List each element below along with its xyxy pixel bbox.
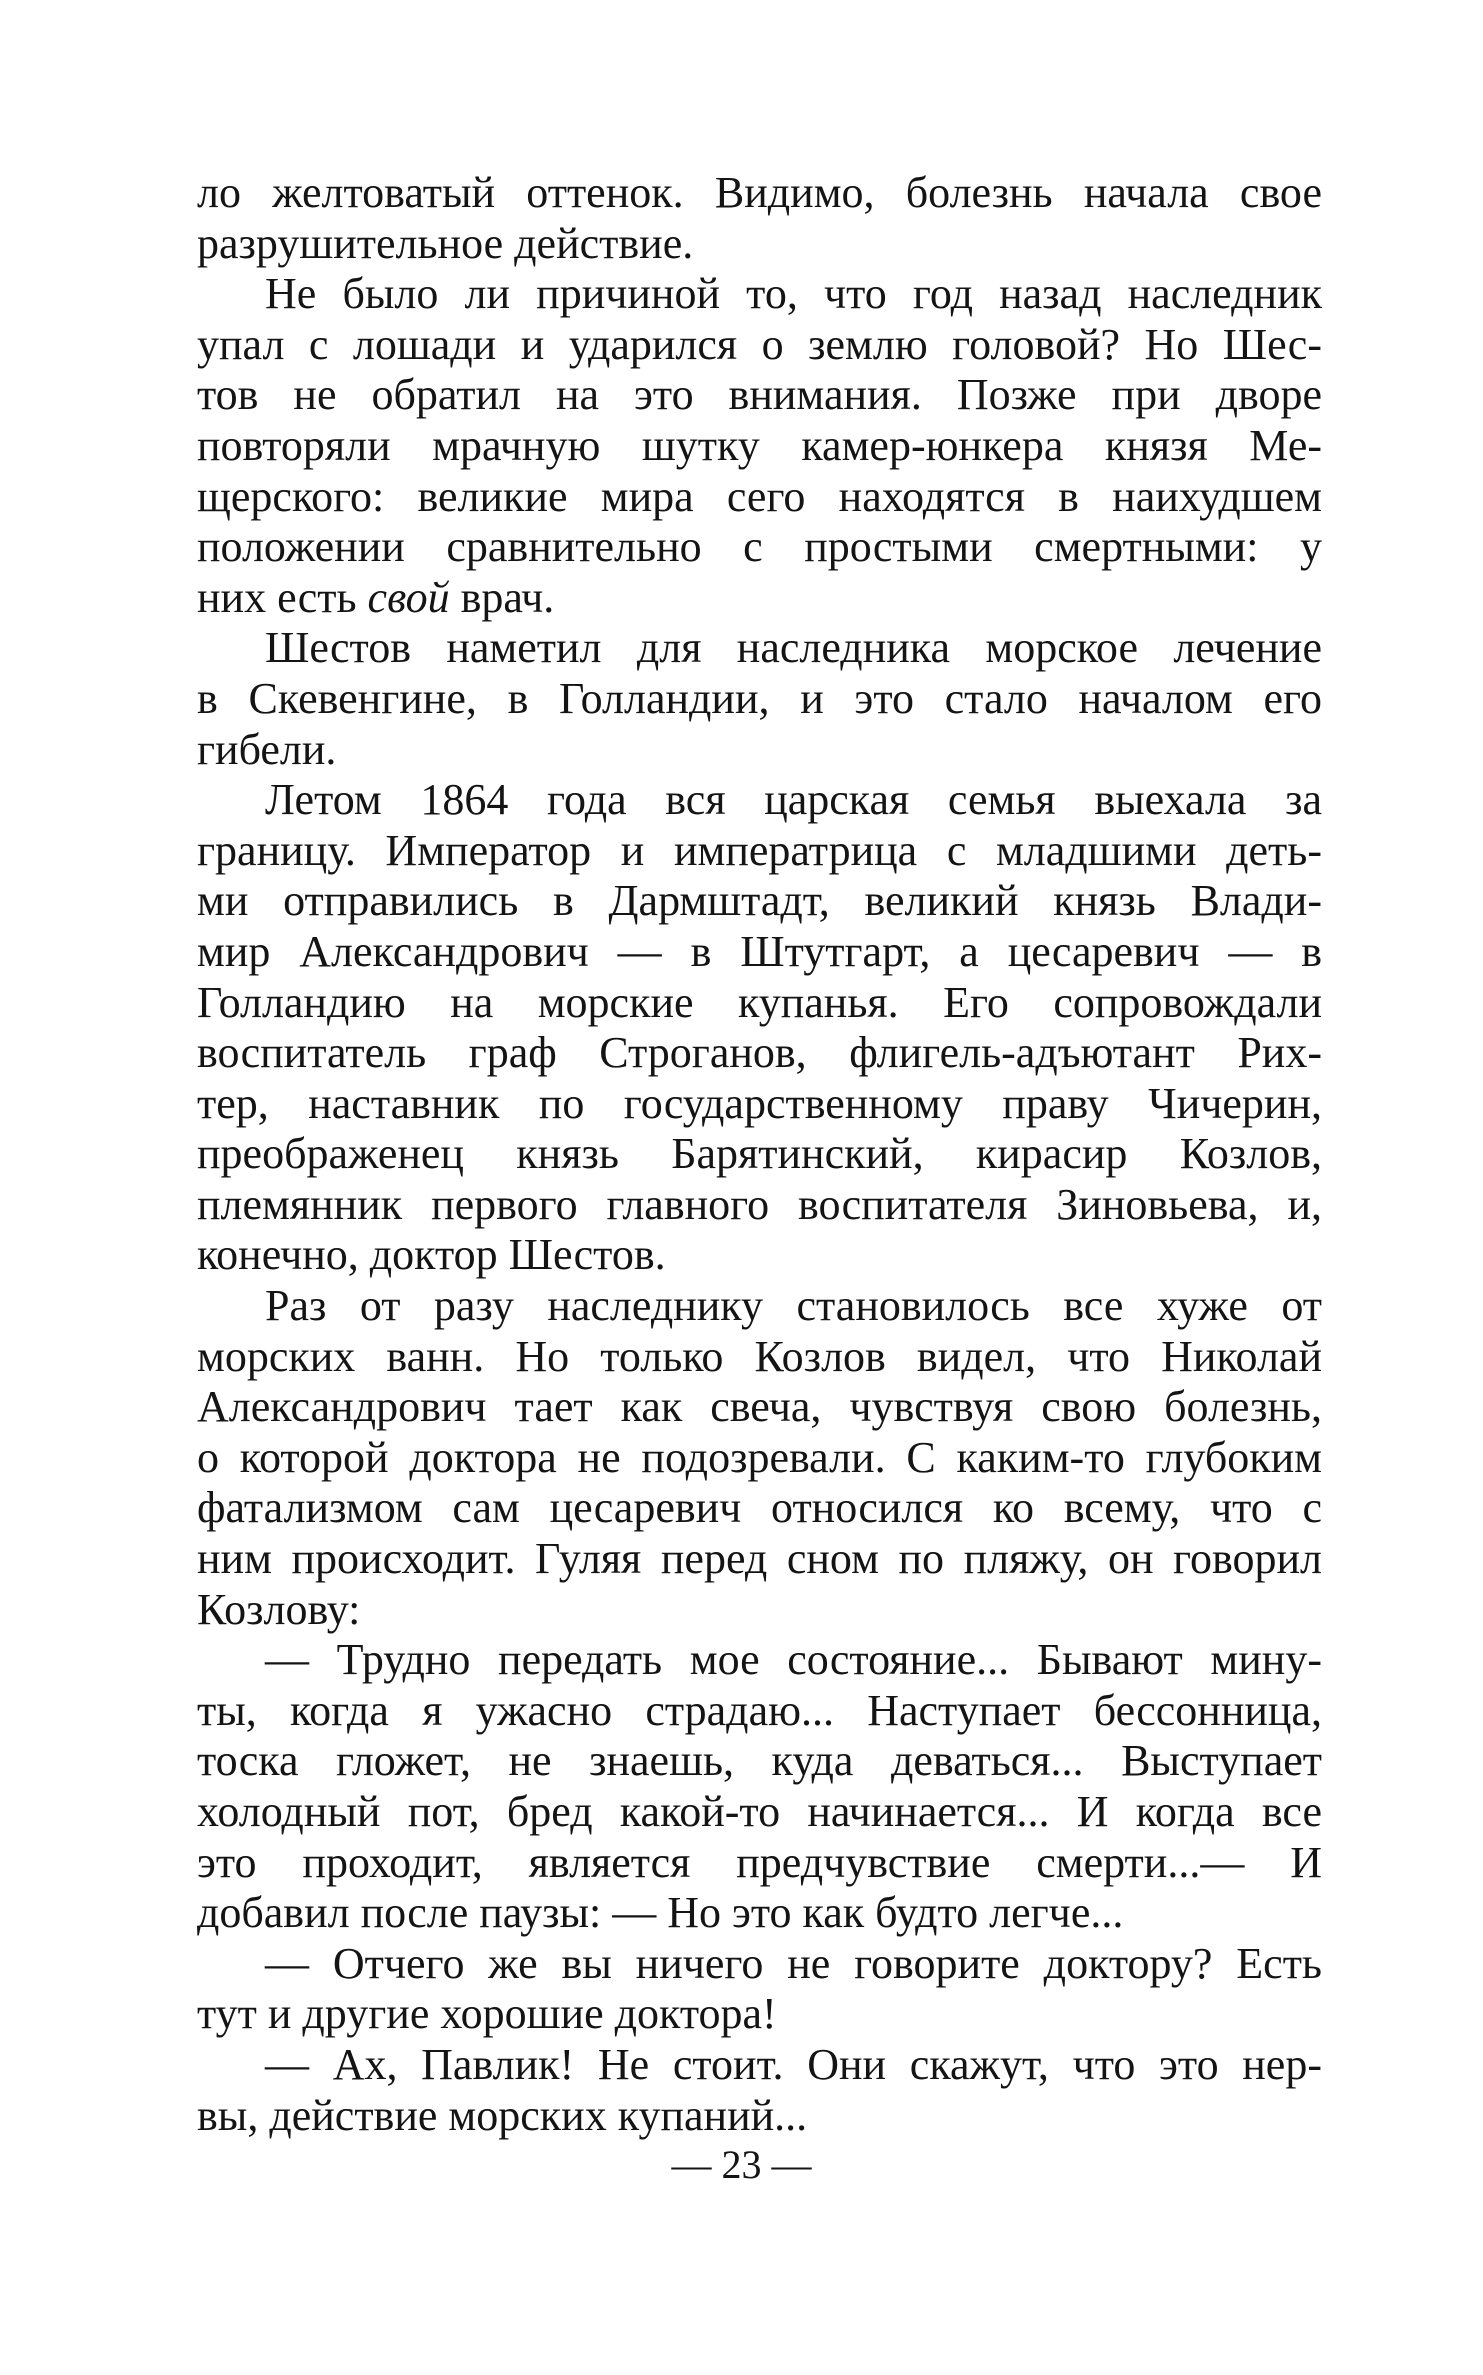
text-line: гибели. [197, 724, 337, 774]
text-line: ми отправились в Дармштадт, великий князь Влади- [197, 876, 1322, 926]
text-line: щерского: великие мира сего находятся в наихудшем [197, 471, 1322, 521]
text-line: упал с лошади и ударился о землю головой? Но Шес- [197, 319, 1322, 369]
text-line: — Трудно передать мое состояние... Бывают мину- [265, 1635, 1322, 1685]
text-line: тер, наставник по государственному праву Чичерин, [197, 1078, 1322, 1128]
text-line: конечно, доктор Шестов. [197, 1230, 666, 1280]
text-line: — Отчего же вы ничего не говорите доктору? Есть [265, 1938, 1322, 1988]
text-line: Раз от разу наследнику становилось все хуже от [265, 1281, 1322, 1331]
text-line: Козлову: [197, 1584, 361, 1634]
text-line: это проходит, является предчувствие смерти...— И [197, 1837, 1322, 1887]
text-line: Голландию на морские купанья. Его сопровождали [197, 977, 1322, 1027]
text-line: морских ванн. Но только Козлов видел, что Николай [197, 1331, 1322, 1381]
text-line: о которой доктора не подозревали. С каким-то глубоким [197, 1432, 1322, 1482]
text-line: повторяли мрачную шутку камер-юнкера князя Ме- [197, 420, 1322, 470]
text-line: положении сравнительно с простыми смертными: у [197, 522, 1322, 572]
text-line: разрушительное действие. [197, 218, 694, 268]
text-line: ты, когда я ужасно страдаю... Наступает бессонница, [197, 1685, 1322, 1735]
text-line: преображенец князь Барятинский, кирасир Козлов, [197, 1129, 1322, 1179]
text-line: мир Александрович — в Штутгарт, а цесаревич — в [197, 926, 1322, 976]
text-line: Шестов наметил для наследника морское лечение [265, 623, 1322, 673]
text-line: Александрович тает как свеча, чувствуя свою болезнь, [197, 1382, 1322, 1432]
italic-word: свой [367, 572, 450, 622]
text-line: тов не обратил на это внимания. Позже при дворе [197, 370, 1322, 420]
text-line: границу. Император и императрица с младшими деть- [197, 825, 1322, 875]
text-segment: них есть [197, 572, 368, 622]
text-segment: врач. [449, 572, 555, 622]
text-line: племянник первого главного воспитателя Зиновьева, и, [197, 1179, 1322, 1229]
text-line: Не было ли причиной то, что год назад наследник [265, 269, 1322, 319]
text-line: ним происходит. Гуляя перед сном по пляжу, он говорил [197, 1534, 1322, 1584]
page-number: — 23 — [671, 2142, 812, 2187]
text-line: тут и другие хорошие доктора! [197, 1989, 777, 2039]
body-text [197, 168, 1322, 2141]
text-line: воспитатель граф Строганов, флигель-адъютант Рих- [197, 1028, 1322, 1078]
text-line: добавил после паузы: — Но это как будто легче... [197, 1888, 1124, 1938]
text-line: — Ах, Павлик! Не стоит. Они скажут, что это нер- [265, 2039, 1322, 2089]
text-line: фатализмом сам цесаревич относился ко всему, что с [197, 1483, 1322, 1533]
text-line [197, 573, 1322, 624]
text-line: вы, действие морских купаний... [197, 2090, 808, 2140]
text-line: в Скевенгине, в Голландии, и это стало началом его [197, 673, 1322, 723]
text-line: ло желтоватый оттенок. Видимо, болезнь начала свое [197, 168, 1322, 217]
text-line: холодный пот, бред какой-то начинается... И когда все [197, 1787, 1322, 1836]
text-line: Летом 1864 года вся царская семья выехала за [265, 775, 1322, 825]
text-line: тоска гложет, не знаешь, куда деваться... Выступает [197, 1736, 1322, 1786]
